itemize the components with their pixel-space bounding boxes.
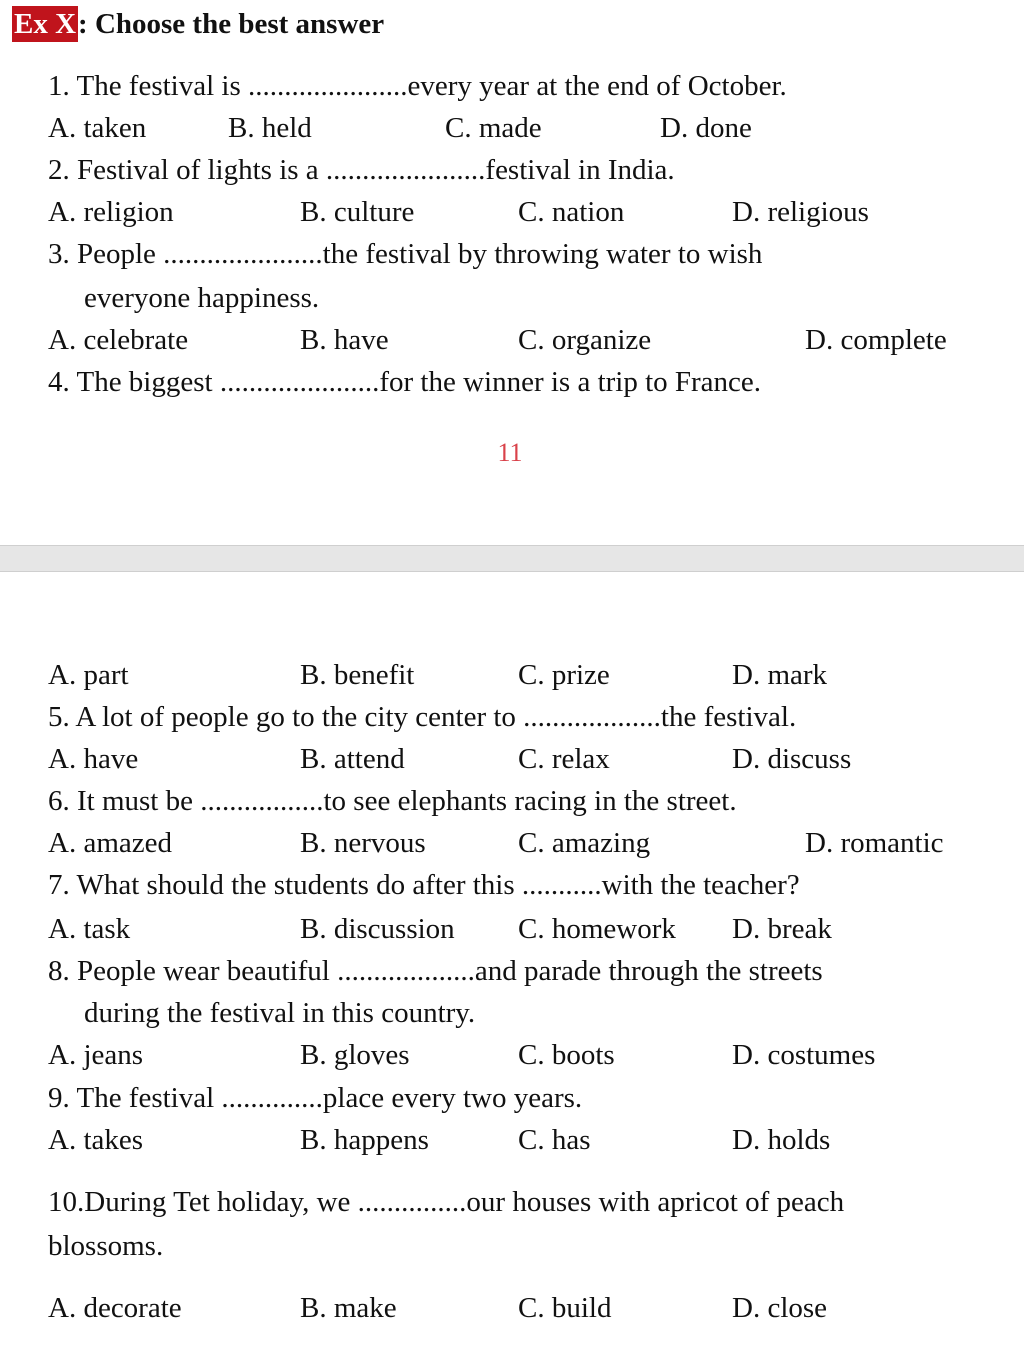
q8-option-b: B. gloves	[300, 1039, 410, 1071]
q5-option-b: B. attend	[300, 743, 405, 775]
exercise-label: Ex X	[14, 8, 77, 40]
q1-option-b: B. held	[228, 112, 312, 144]
q2-option-a: A. religion	[48, 196, 174, 228]
q7-option-a: A. task	[48, 913, 131, 945]
q7-option-b: B. discussion	[300, 913, 455, 945]
q3-option-d: D. complete	[805, 324, 947, 356]
question-8: 8. People wear beautiful ...................and parade through the streets	[48, 955, 823, 987]
q4-option-c: C. prize	[518, 659, 610, 691]
q8-option-a: A. jeans	[48, 1039, 144, 1071]
q4-option-a: A. part	[48, 659, 129, 691]
q2-option-c: C. nation	[518, 196, 625, 228]
question-3: 3. People ......................the festival by throwing water to wish	[48, 238, 763, 270]
question-5: 5. A lot of people go to the city center to ...................the festival.	[48, 701, 797, 733]
question-7: 7. What should the students do after this ...........with the teacher?	[48, 869, 800, 901]
question-9: 9. The festival ..............place every two years.	[48, 1082, 583, 1114]
q6-option-a: A. amazed	[48, 827, 172, 859]
q8-option-d: D. costumes	[732, 1039, 876, 1071]
q1-option-a: A. taken	[48, 112, 147, 144]
q5-option-d: D. discuss	[732, 743, 852, 775]
q9-option-c: C. has	[518, 1124, 591, 1156]
question-8-continued: during the festival in this country.	[84, 997, 476, 1029]
q9-option-a: A. takes	[48, 1124, 144, 1156]
q3-option-c: C. organize	[518, 324, 652, 356]
q10-option-c: C. build	[518, 1292, 612, 1324]
question-3-continued: everyone happiness.	[84, 282, 320, 314]
question-1: 1. The festival is ......................every year at the end of October.	[48, 70, 787, 102]
q4-option-b: B. benefit	[300, 659, 415, 691]
page-number: 11	[497, 438, 523, 467]
exercise-title: : Choose the best answer	[78, 8, 385, 40]
q7-option-d: D. break	[732, 913, 832, 945]
question-4: 4. The biggest ......................for the winner is a trip to France.	[48, 366, 762, 398]
q1-option-d: D. done	[660, 112, 752, 144]
q6-option-b: B. nervous	[300, 827, 426, 859]
q6-option-c: C. amazing	[518, 827, 651, 859]
question-6: 6. It must be .................to see elephants racing in the street.	[48, 785, 737, 817]
q5-option-c: C. relax	[518, 743, 610, 775]
q5-option-a: A. have	[48, 743, 139, 775]
q1-option-c: C. made	[445, 112, 542, 144]
question-2: 2. Festival of lights is a ......................festival in India.	[48, 154, 675, 186]
q4-option-d: D. mark	[732, 659, 828, 691]
q10-option-d: D. close	[732, 1292, 828, 1324]
q10-option-a: A. decorate	[48, 1292, 182, 1324]
question-10-continued: blossoms.	[48, 1230, 164, 1262]
page-break	[0, 545, 1024, 572]
question-10: 10.During Tet holiday, we ...............our houses with apricot of peach	[48, 1186, 845, 1218]
q3-option-b: B. have	[300, 324, 389, 356]
q8-option-c: C. boots	[518, 1039, 615, 1071]
q9-option-d: D. holds	[732, 1124, 831, 1156]
q10-option-b: B. make	[300, 1292, 397, 1324]
q6-option-d: D. romantic	[805, 827, 944, 859]
q3-option-a: A. celebrate	[48, 324, 189, 356]
q7-option-c: C. homework	[518, 913, 676, 945]
q2-option-b: B. culture	[300, 196, 415, 228]
q9-option-b: B. happens	[300, 1124, 429, 1156]
exercise-heading	[12, 6, 384, 42]
q2-option-d: D. religious	[732, 196, 869, 228]
